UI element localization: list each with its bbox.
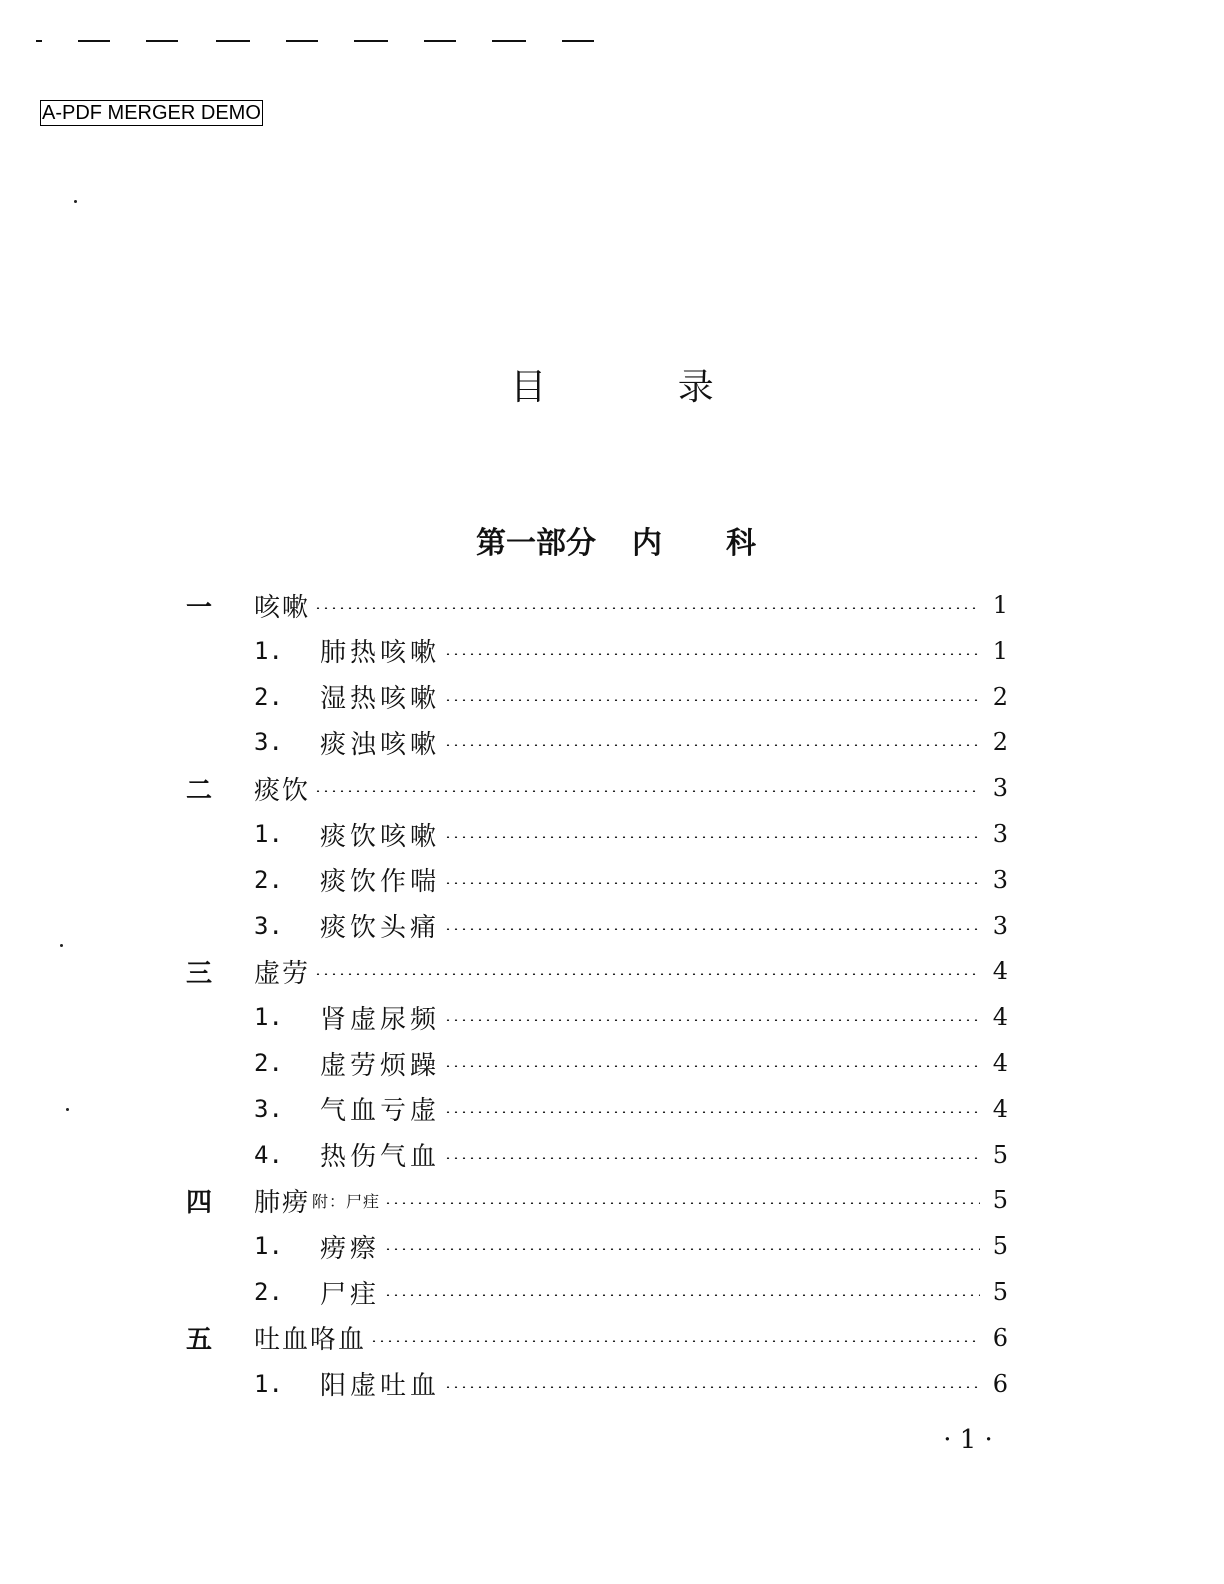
part-subject-second: 科 (726, 526, 756, 561)
toc-section-entry (186, 1361, 1008, 1407)
toc-entry-page: 5 (992, 1232, 1008, 1261)
toc-entry-page: 5 (992, 1140, 1008, 1169)
toc-entry-title: 痰浊咳嗽 (320, 729, 441, 760)
toc-entry-title: 尸疰 (320, 1279, 381, 1310)
toc-chapter-entry (186, 1177, 1008, 1223)
dot-leader (444, 1065, 980, 1067)
dot-leader (444, 1019, 980, 1021)
toc-entry-title: 气血亏虚 (320, 1096, 441, 1127)
toc-chapter-entry (186, 948, 1008, 994)
toc-entry-number: 二 (186, 775, 213, 806)
toc-entry-page: 1 (992, 591, 1008, 619)
toc-entry-title: 虚劳 (254, 958, 311, 989)
toc-entry-number: 3. (254, 1094, 283, 1123)
dot-leader (444, 653, 980, 655)
dash (36, 40, 42, 42)
page-title: 目 录 (510, 367, 774, 408)
toc-entry-page: 2 (992, 682, 1008, 711)
toc-entry-number: 1. (254, 820, 283, 848)
toc-entry-page: 4 (992, 1003, 1008, 1032)
dot-leader (314, 790, 980, 792)
toc-entry-page: 6 (992, 1369, 1008, 1398)
part-heading (0, 522, 1224, 566)
toc-chapter-entry (186, 765, 1008, 811)
toc-section-entry (186, 1086, 1008, 1132)
toc-entry-number: 五 (186, 1325, 213, 1356)
dash (216, 40, 250, 42)
toc-entry-page: 2 (992, 728, 1008, 757)
toc-entry-number: 1. (254, 1232, 283, 1261)
toc-entry-number: 3. (254, 728, 283, 757)
dash (146, 40, 178, 42)
toc-chapter-entry (186, 1315, 1008, 1361)
toc-section-entry (186, 1040, 1008, 1086)
toc-entry-title: 肾虚尿频 (320, 1004, 441, 1035)
toc-entry-number: 1. (254, 636, 283, 665)
toc-entry-page: 4 (992, 1049, 1008, 1077)
toc-entry-title: 痰饮咳嗽 (320, 821, 441, 852)
toc-chapter-entry (186, 582, 1008, 628)
scan-speck (66, 1108, 69, 1111)
toc-entry-number: 2. (254, 865, 283, 894)
toc-entry-number: 1. (254, 1369, 283, 1398)
toc-entry-number: 三 (186, 958, 213, 989)
toc-entry-title: 热伤气血 (320, 1142, 441, 1173)
dot-leader (384, 1248, 980, 1250)
toc-entry-page: 6 (992, 1323, 1008, 1352)
watermark-label: A-PDF MERGER DEMO (42, 102, 261, 124)
toc-entry-title: 痨瘵 (320, 1233, 381, 1264)
dash (424, 40, 456, 42)
toc-entry-note: 附：尸疰 (312, 1191, 381, 1211)
toc-entry-title: 痰饮头痛 (320, 913, 441, 944)
dash (286, 40, 318, 42)
toc-section-entry (186, 628, 1008, 674)
dot-leader (444, 836, 980, 838)
toc-entry-title: 湿热咳嗽 (320, 684, 441, 715)
toc-entry-title: 痰饮作喘 (320, 867, 441, 898)
toc-entry-number: 4. (254, 1140, 283, 1169)
part-subject-first: 内 (632, 526, 662, 561)
dot-leader (444, 882, 980, 884)
toc-entry-number: 2. (254, 1049, 283, 1077)
toc-entry-number: 2. (254, 682, 283, 711)
dot-leader (444, 928, 980, 930)
toc-entry-page: 5 (992, 1186, 1008, 1215)
toc-entry-page: 3 (992, 911, 1008, 940)
toc-entry-page: 5 (992, 1278, 1008, 1306)
dot-leader (444, 744, 980, 746)
toc-entry-number: 2. (254, 1278, 283, 1306)
toc-entry-page: 1 (992, 636, 1008, 665)
toc-entry-number: 一 (186, 592, 213, 623)
toc-entry-title: 虚劳烦躁 (320, 1050, 441, 1081)
toc-section-entry (186, 903, 1008, 949)
toc-section-entry (186, 1269, 1008, 1315)
toc-section-entry (186, 719, 1008, 765)
toc-entry-page: 4 (992, 957, 1008, 986)
toc-section-entry (186, 811, 1008, 857)
dot-leader (314, 973, 980, 975)
toc-entry-number: 1. (254, 1003, 283, 1032)
toc-entry-number: 3. (254, 911, 283, 940)
dash (492, 40, 526, 42)
toc-section-entry (186, 674, 1008, 720)
toc-entry-page: 3 (992, 774, 1008, 803)
dot-leader (444, 699, 980, 701)
dot-leader (314, 607, 980, 609)
toc-entry-page: 4 (992, 1094, 1008, 1123)
dash (354, 40, 388, 42)
dot-leader (384, 1202, 980, 1204)
toc-entry-title: 咳嗽 (254, 592, 311, 623)
toc-section-entry (186, 994, 1008, 1040)
toc-entry-page: 3 (992, 865, 1008, 894)
dot-leader (444, 1386, 980, 1388)
toc-entry-title: 肺痨 (254, 1187, 311, 1218)
toc-entry-number: 四 (186, 1187, 213, 1218)
toc-section-entry (186, 1132, 1008, 1178)
dot-leader (384, 1294, 980, 1296)
dot-leader (444, 1111, 980, 1113)
dash (78, 40, 110, 42)
header-dash-rule (36, 36, 606, 48)
part-name: 第一部分 (476, 526, 596, 561)
toc-entry-title: 痰饮 (254, 775, 311, 806)
toc-section-entry (186, 857, 1008, 903)
dash (562, 40, 594, 42)
toc-section-entry (186, 1223, 1008, 1269)
dot-leader (444, 1157, 980, 1159)
toc-entry-title: 吐血咯血 (254, 1325, 367, 1356)
scan-speck (60, 944, 63, 947)
scan-speck (74, 200, 77, 203)
toc-entry-title: 肺热咳嗽 (320, 638, 441, 669)
page-number: · 1 · (943, 1425, 993, 1455)
toc-entry-title: 阳虚吐血 (320, 1371, 441, 1402)
toc-entry-page: 3 (992, 820, 1008, 848)
dot-leader (370, 1340, 980, 1342)
